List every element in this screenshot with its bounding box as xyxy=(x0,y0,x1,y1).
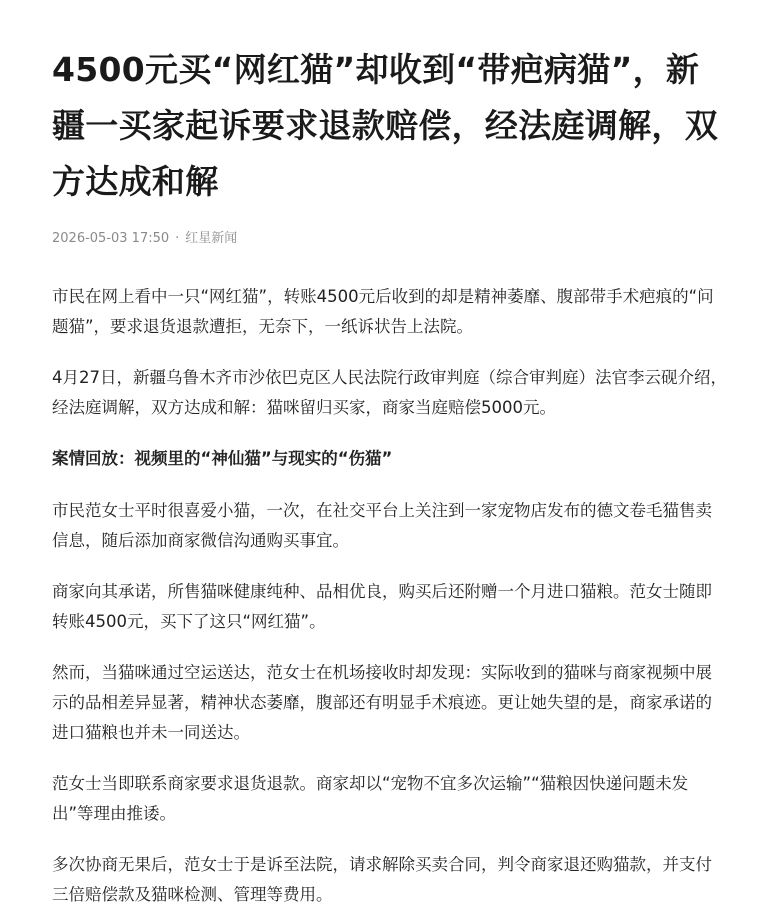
paragraph: 多次协商无果后，范女士于是诉至法院，请求解除买卖合同，判令商家退还购猫款，并支付三倍赔偿款及猫咪检测、管理等费用。 xyxy=(52,855,712,904)
paragraph: 4月27日，新疆乌鲁木齐市沙依巴克区人民法院行政审判庭（综合审判庭）法官李云砚介绍，经法庭调解，双方达成和解：猫咪留归买家，商家当庭赔偿5000元。 xyxy=(52,368,727,417)
section-heading: 案情回放：视频里的“神仙猫”与现实的“伤猫” xyxy=(52,449,393,468)
meta-separator: · xyxy=(175,231,180,246)
paragraph: 然而，当猫咪通过空运送达，范女士在机场接收时却发现：实际收到的猫咪与商家视频中展示的品相差异显著，精神状态萎靡，腹部还有明显手术痕迹。更让她失望的是，商家承诺的进口猫粮也并未一同送达。 xyxy=(52,663,712,742)
paragraph: 范女士当即联系商家要求退货退款。商家却以“宠物不宜多次运输”“猫粮因快递问题未发出”等理由推诿。 xyxy=(52,774,689,823)
article-meta xyxy=(52,230,728,248)
article-body xyxy=(52,282,728,910)
paragraph: 商家向其承诺，所售猫咪健康纯种、品相优良，购买后还附赠一个月进口猫粮。范女士随即转账4500元，买下了这只“网红猫”。 xyxy=(52,582,712,631)
paragraph: 市民在网上看中一只“网红猫”，转账4500元后收到的却是精神萎靡、腹部带手术疤痕的“问题猫”，要求退货退款遭拒，无奈下，一纸诉状告上法院。 xyxy=(52,287,714,336)
paragraph: 市民范女士平时很喜爱小猫，一次，在社交平台上关注到一家宠物店发布的德文卷毛猫售卖信息，随后添加商家微信沟通购买事宜。 xyxy=(52,501,712,550)
news-source: 红星新闻 xyxy=(185,231,238,246)
article-title: 4500元买“网红猫”却收到“带疤病猫”，新疆一买家起诉要求退款赔偿，经法庭调解，双方达成和解 xyxy=(52,50,718,201)
publish-date: 2026-05-03 17:50 xyxy=(52,231,170,246)
